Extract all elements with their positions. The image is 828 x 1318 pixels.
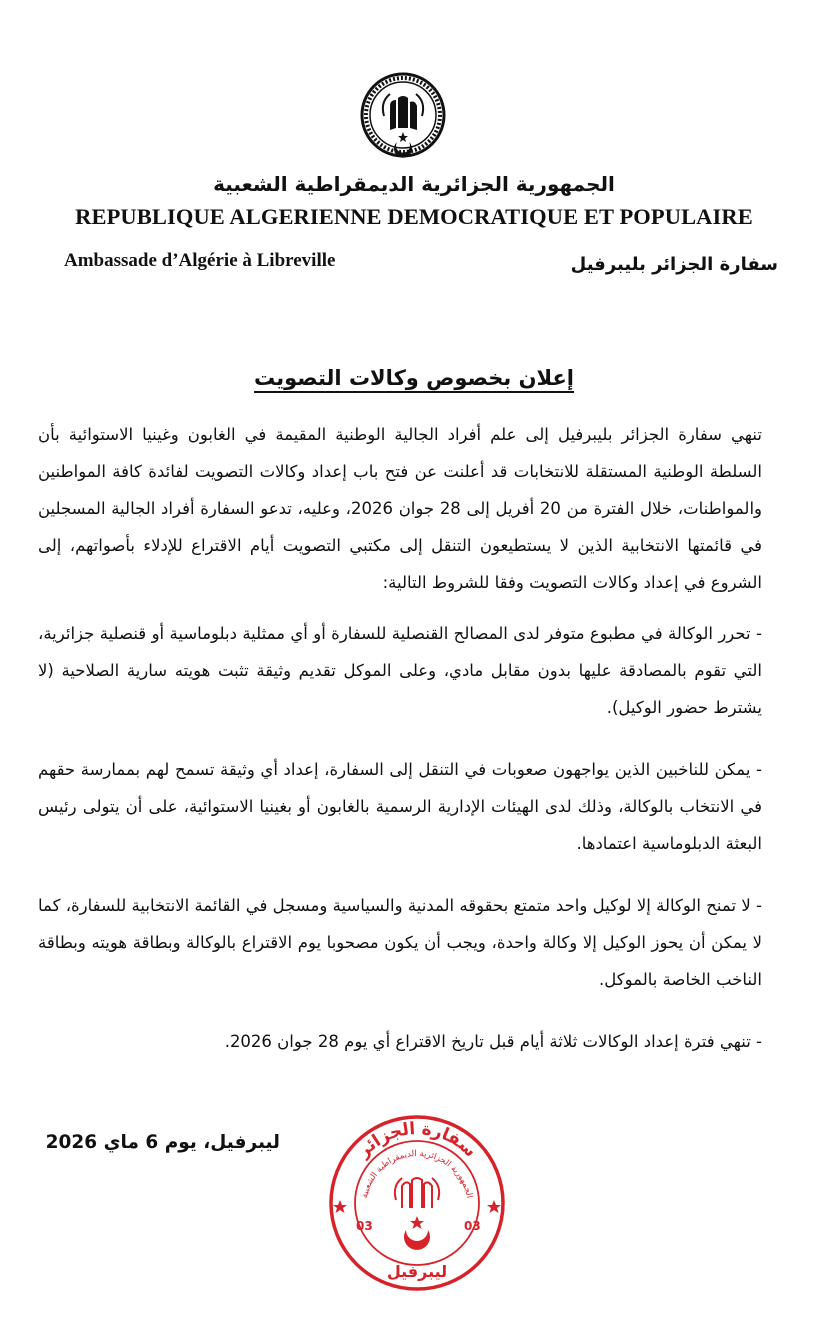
stamp-inner-text: الجمهورية الجزائرية الديمقراطية الشعبية — [359, 1148, 475, 1200]
announcement-title: إعلان بخصوص وكالات التصويت — [254, 366, 574, 390]
stamp-star-left-icon — [333, 1200, 347, 1213]
stamp-star-center-icon — [410, 1216, 424, 1229]
algeria-emblem-icon — [360, 72, 446, 158]
stamp-top-text: سفارة الجزائر — [353, 1118, 480, 1162]
announcement-body — [38, 416, 762, 1060]
condition-paragraph-1: - تحرر الوكالة في مطبوع متوفر لدى المصالح القنصلية للسفارة أو أي ممثلية دبلوماسية أو قنصلية جزائرية، التي تقوم بالمصادقة عليها بدون مقابل مادي، وعلى الموكل تقديم وثيقة تثبت هويته سارية الصلاحية (لا يشترط حضور الوكيل). — [38, 624, 762, 717]
stamp-emblem-icon — [395, 1178, 439, 1208]
condition-paragraph-4: - تنهي فترة إعداد الوكالات ثلاثة أيام قبل تاريخ الاقتراع أي يوم 28 جوان 2026. — [224, 1032, 762, 1051]
embassy-name-arabic: سفارة الجزائر بليبرفيل — [570, 254, 778, 275]
stamp-number-left: 03 — [356, 1219, 373, 1233]
place-date-signature: ليبرفيل، يوم 6 ماي 2026 — [45, 1132, 280, 1153]
stamp-crescent-icon — [404, 1230, 430, 1250]
republic-title-french: REPUBLIQUE ALGERIENNE DEMOCRATIQUE ET POPULAIRE — [75, 204, 753, 229]
embassy-stamp — [326, 1112, 508, 1294]
condition-paragraph-3: - لا تمنح الوكالة إلا لوكيل واحد متمتع بحقوقه المدنية والسياسية ومسجل في القائمة الانتخابية للسفارة، كما لا يمكن أن يحوز الوكيل إلا وكالة واحدة، ويجب أن يكون مصحوبا يوم الاقتراع بالوكالة وبطاقة هويته وبطاقة الناخب الخاصة بالموكل. — [38, 896, 762, 989]
stamp-star-right-icon — [487, 1200, 501, 1213]
intro-paragraph: تنهي سفارة الجزائر بليبرفيل إلى علم أفراد الجالية الوطنية المقيمة في الغابون وغينيا الاستوائية بأن السلطة الوطنية المستقلة للانتخابات قد أعلنت عن فتح باب إعداد وكالات التصويت لفائدة كافة المواطنين والمواطنات، خلال الفترة من 20 أفريل إلى 28 جوان 2026، وعليه، تدعو السفارة أفراد الجالية المسجلين في قائمتها الانتخابية الذين لا يستطيعون التنقل إلى مكتبي التصويت أيام الاقتراع للإدلاء بأصواتهم، إلى الشروع في إعداد وكالات التصويت وفقا للشروط التالية: — [38, 425, 762, 592]
embassy-name-french: Ambassade d’Algérie à Libreville — [64, 250, 336, 271]
stamp-number-right: 03 — [464, 1219, 481, 1233]
announcement-title-wrapper — [0, 366, 828, 390]
condition-paragraph-2: - يمكن للناخبين الذين يواجهون صعوبات في التنقل إلى السفارة، إعداد أي وثيقة تسمح لهم بممارسة حقهم في الانتخاب بالوكالة، وذلك لدى الهيئات الإدارية الرسمية بالغابون أو بغينيا الاستوائية، على أن يتولى رئيس البعثة الدبلوماسية اعتمادها. — [38, 760, 762, 853]
republic-title-arabic: الجمهورية الجزائرية الديمقراطية الشعبية — [213, 172, 615, 196]
stamp-bottom-text: ليبرفيل — [386, 1262, 448, 1281]
